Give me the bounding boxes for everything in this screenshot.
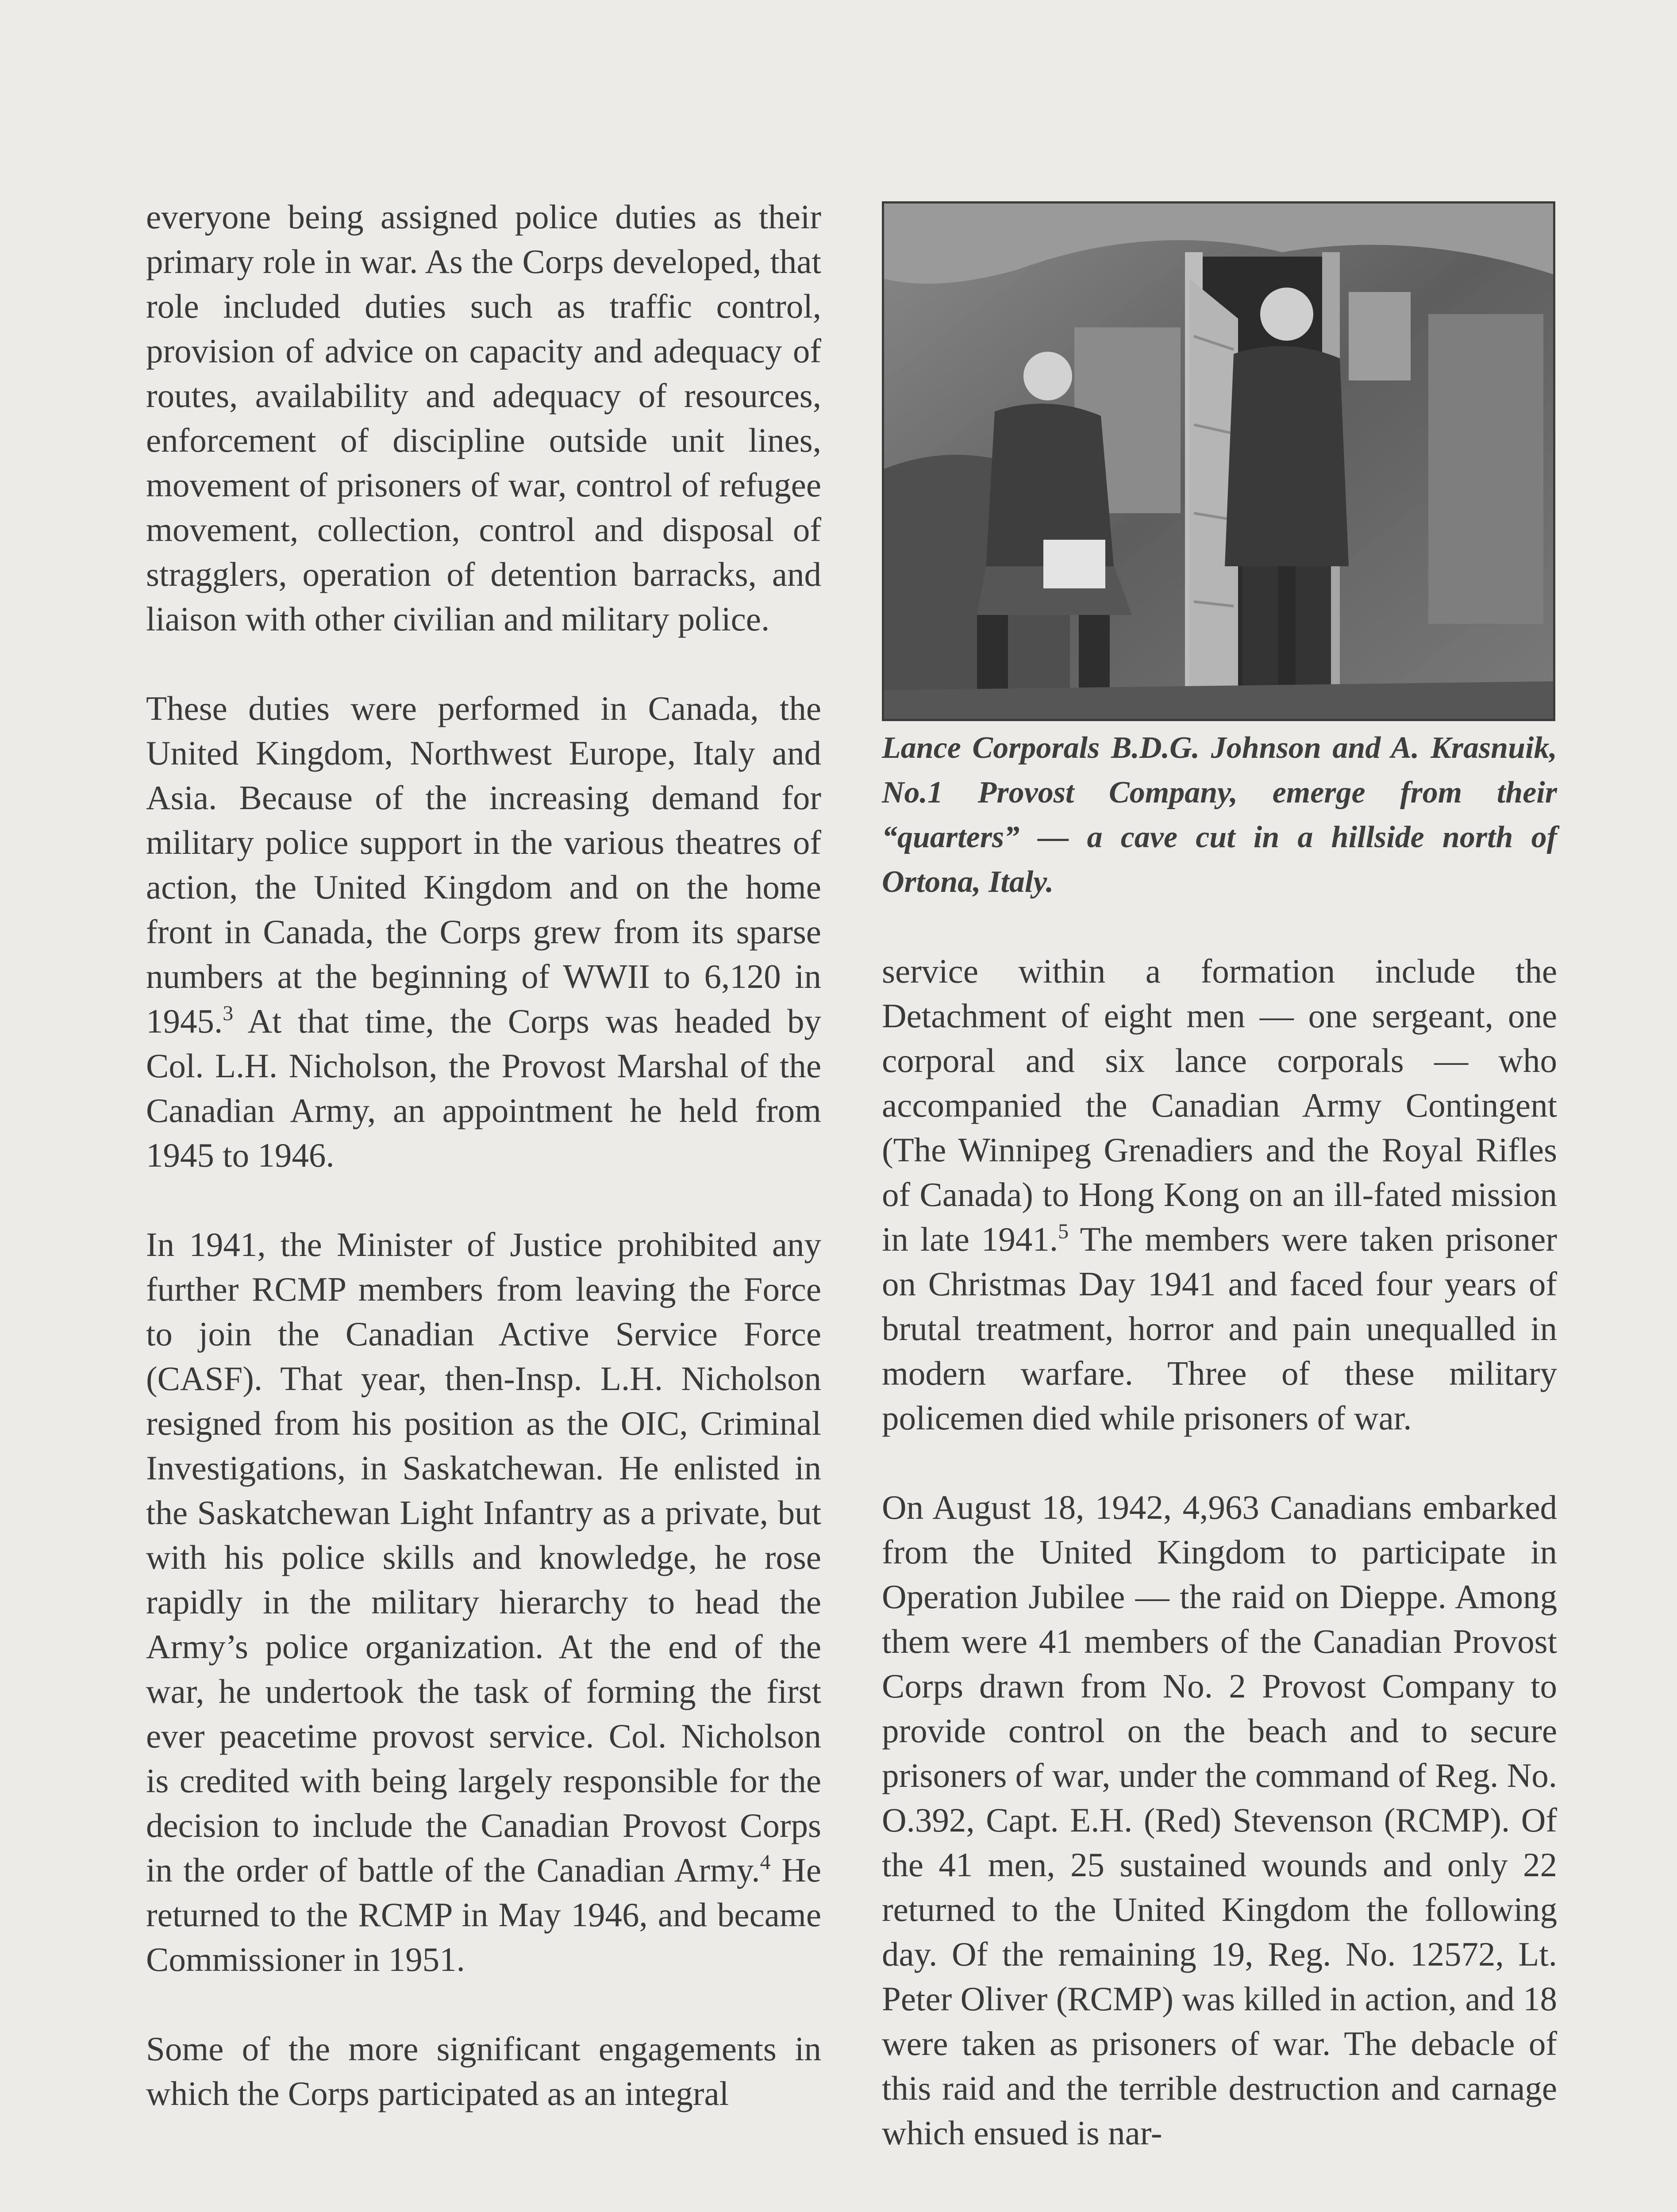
paragraph-text: Some of the more significant engagements in which the Corps participated as an integral [146,2030,821,2112]
paragraph-text: In 1941, the Minister of Justice prohibited any further RCMP members from leaving the Force to join the Canadian Active Service Force (CASF). That year, then-Insp. L.H. Nicholson resigned from his position as the OIC, Criminal Investigations, in Saskatchewan. He enlisted in the Saskatchewan Light Infantry as a private, but with his police skills and knowledge, he rose rapidly in the military hierarchy to head the Army’s police organization. At the end of the war, he undertook the task of forming the first ever peacetime provost service. Col. Nicholson is credited with being largely responsible for the decision to include the Canadian Provost Corps in the order of battle of the Canadian Army. [146,1225,821,1889]
paragraph [146,195,821,641]
footnote-ref: 3 [223,1002,234,1025]
photo-caption: Lance Corporals B.D.G. Johnson and A. Krasnuik, No.1 Provost Company, emerge from their “quarters” — a cave cut in a hillside north of Ortona, Italy. [882,731,1557,899]
paragraph [882,1485,1557,2155]
paragraph [146,1222,821,1982]
paragraph [146,2027,821,2116]
paragraph-text: everyone being assigned police duties as their primary role in war. As the Corps developed, that role included duties such as traffic control, provision of advice on capacity and adequacy of routes, availability and adequacy of resources, enforcement of discipline outside unit lines, movement of prisoners of war, control of refugee movement, collection, control and disposal of stragglers, operation of detention barracks, and liaison with other civilian and military police. [146,198,821,638]
paragraph [882,949,1557,1440]
paragraph-text: At that time, the Corps was headed by Col. L.H. Nicholson, the Provost Marshal of the Canadian Army, an appointment he held from 1945 to 1946. [146,1002,821,1174]
paragraph-text: These duties were performed in Canada, the United Kingdom, Northwest Europe, Italy and Asia. Because of the increasing demand for military police support in the various theatres of action, the United Kingdom and on the home front in Canada, the Corps grew from its sparse numbers at the beginning of WWII to 6,120 in 1945. [146,689,821,1040]
paragraph-text: service within a formation include the Detachment of eight men — one sergeant, one corporal and six lance corporals — who accompanied the Canadian Army Contingent (The Winnipeg Grenadiers and the Royal Rifles of Canada) to Hong Kong on an ill-fated mission in late 1941. [882,952,1557,1258]
left-column [146,195,821,2116]
paragraph-text: He returned to the RCMP in May 1946, and became Commissioner in 1951. [146,1851,821,1978]
paragraph [146,686,821,1178]
footnote-ref: 5 [1058,1220,1069,1243]
paragraph-text: The members were taken prisoner on Christmas Day 1941 and faced four years of brutal treatment, horror and pain unequalled in modern warfare. Three of these military policemen died while prisoners of war. [882,1220,1557,1437]
paragraph-text: On August 18, 1942, 4,963 Canadians embarked from the United Kingdom to participate in Operation Jubilee — the raid on Dieppe. Among them were 41 members of the Canadian Provost Corps drawn from No. 2 Provost Company to provide control on the beach and to secure prisoners of war, under the command of Reg. No. O.392, Capt. E.H. (Red) Stevenson (RCMP). Of the 41 men, 25 sustained wounds and only 22 returned to the United Kingdom the following day. Of the remaining 19, Reg. No. 12572, Lt. Peter Oliver (RCMP) was killed in action, and 18 were taken as prisoners of war. The debacle of this raid and the terrible destruction and carnage which ensued is nar- [882,1488,1557,2152]
photo-illustration [884,204,1553,719]
footnote-ref: 4 [760,1851,771,1874]
right-column [882,949,1557,2155]
photo-cave-quarters [882,201,1555,721]
